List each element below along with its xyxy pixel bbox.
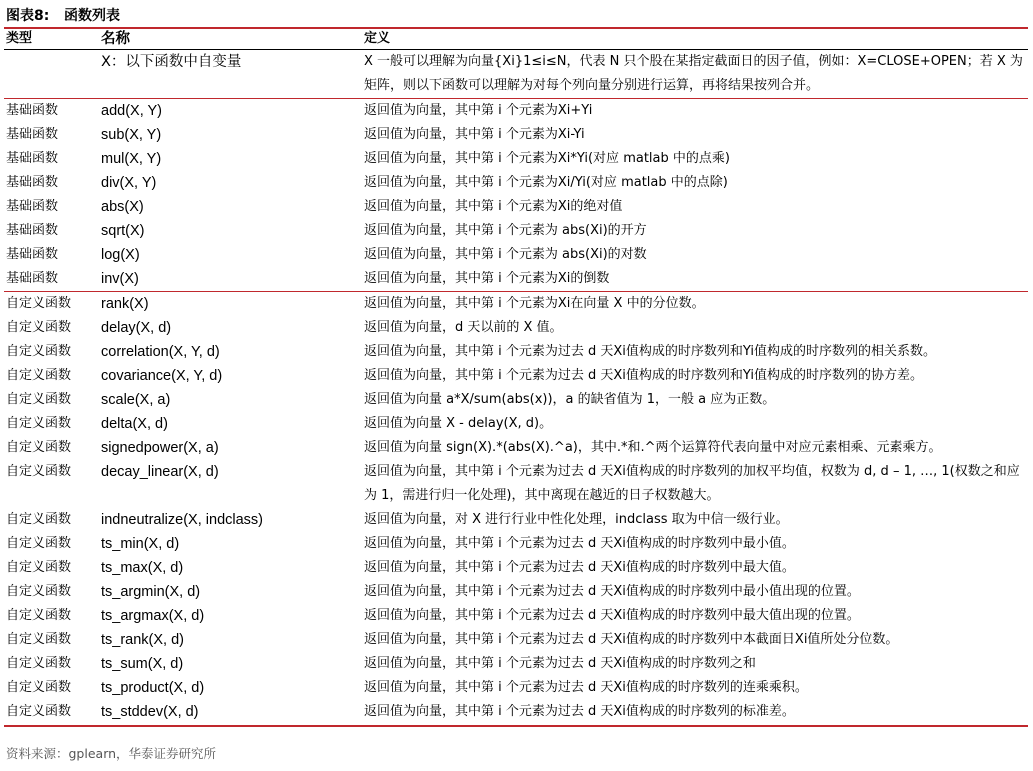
function-type: 基础函数 <box>6 127 59 142</box>
function-definition: 返回值为向量，其中第 i 个元素为过去 d 天Xi值构成的时序数列中本截面日Xi值所处分位数。 <box>364 632 899 647</box>
intro-name: X：以下函数中自变量 <box>101 54 242 70</box>
basic-function-row <box>4 267 1028 292</box>
function-type: 自定义函数 <box>6 680 72 695</box>
custom-function-row <box>4 412 1028 436</box>
table-header-row <box>4 29 1028 50</box>
custom-function-row <box>4 508 1028 532</box>
custom-function-row <box>4 556 1028 580</box>
custom-function-row <box>4 436 1028 460</box>
function-table <box>4 29 1028 724</box>
function-definition: 返回值为向量，其中第 i 个元素为Xi*Yi(对应 matlab 中的点乘) <box>364 151 730 166</box>
function-definition: 返回值为向量，d 天以前的 X 值。 <box>364 320 563 335</box>
function-definition: 返回值为向量，其中第 i 个元素为Xi+Yi <box>362 99 1028 124</box>
function-name: div(X, Y) <box>101 175 157 191</box>
function-definition: 返回值为向量，其中第 i 个元素为过去 d 天Xi值构成的时序数列和Yi值构成的时序数列的相关系数。 <box>364 344 937 359</box>
function-name: sqrt(X) <box>101 223 145 239</box>
basic-function-row <box>4 147 1028 171</box>
function-name: delta(X, d) <box>101 416 168 432</box>
function-type: 自定义函数 <box>6 344 72 359</box>
function-definition: 返回值为向量，对 X 进行行业中性化处理，indclass 取为中信一级行业。 <box>364 512 789 527</box>
function-name: signedpower(X, a) <box>101 440 219 456</box>
function-name: ts_rank(X, d) <box>101 632 184 648</box>
function-definition: 返回值为向量，其中第 i 个元素为 abs(Xi)的开方 <box>364 223 647 238</box>
function-definition: 返回值为向量，其中第 i 个元素为Xi在向量 X 中的分位数。 <box>362 292 1028 317</box>
function-type: 自定义函数 <box>6 392 72 407</box>
header-definition: 定义 <box>364 31 391 46</box>
function-definition: 返回值为向量，其中第 i 个元素为过去 d 天Xi值构成的时序数列中最小值出现的位置。 <box>364 584 860 599</box>
function-type: 自定义函数 <box>6 320 72 335</box>
function-definition: 返回值为向量，其中第 i 个元素为过去 d 天Xi值构成的时序数列中最小值。 <box>364 536 795 551</box>
function-type: 自定义函数 <box>6 512 72 527</box>
custom-function-row <box>4 604 1028 628</box>
header-name: 名称 <box>101 31 130 47</box>
custom-functions-group <box>4 292 1028 725</box>
basic-function-row <box>4 99 1028 124</box>
function-definition: 返回值为向量，其中第 i 个元素为过去 d 天Xi值构成的时序数列之和 <box>364 656 756 671</box>
function-definition: 返回值为向量，其中第 i 个元素为过去 d 天Xi值构成的时序数列的加权平均值，权数为 d, d – 1, …, 1(权数之和应为 1，需进行归一化处理)，其中离现在越近的日子权数越大。 <box>364 464 1020 503</box>
function-name: indneutralize(X, indclass) <box>101 512 263 528</box>
intro-type <box>4 50 99 99</box>
function-name: ts_max(X, d) <box>101 560 184 576</box>
function-type: 基础函数 <box>6 151 59 166</box>
function-type: 自定义函数 <box>6 632 72 647</box>
function-type: 自定义函数 <box>6 416 72 431</box>
function-name: ts_stddev(X, d) <box>101 704 199 720</box>
custom-function-row <box>4 580 1028 604</box>
basic-functions-group <box>4 99 1028 292</box>
function-name: ts_min(X, d) <box>101 536 180 552</box>
custom-function-row <box>4 532 1028 556</box>
bottom-rule <box>4 725 1028 727</box>
function-type: 自定义函数 <box>4 292 99 317</box>
function-name: rank(X) <box>99 292 362 317</box>
function-type: 自定义函数 <box>6 608 72 623</box>
function-definition: 返回值为向量，其中第 i 个元素为Xi/Yi(对应 matlab 中的点除) <box>364 175 728 190</box>
function-definition: 返回值为向量，其中第 i 个元素为Xi-Yi <box>364 127 585 142</box>
function-type: 基础函数 <box>6 247 59 262</box>
function-type: 自定义函数 <box>6 584 72 599</box>
function-definition: 返回值为向量，其中第 i 个元素为过去 d 天Xi值构成的时序数列中最大值出现的位置。 <box>364 608 860 623</box>
intro-row <box>4 50 1028 99</box>
function-name: delay(X, d) <box>101 320 172 336</box>
function-name: sub(X, Y) <box>101 127 162 143</box>
function-name: log(X) <box>101 247 140 263</box>
function-definition: 返回值为向量 a*X/sum(abs(x))，a 的缺省值为 1，一般 a 应为正数。 <box>364 392 776 407</box>
function-definition: 返回值为向量，其中第 i 个元素为Xi的倒数 <box>364 271 610 286</box>
function-type: 自定义函数 <box>6 440 72 455</box>
custom-function-row <box>4 460 1028 508</box>
function-definition: 返回值为向量 sign(X).*(abs(X).^a)，其中.*和.^两个运算符代表向量中对应元素相乘、元素乘方。 <box>364 440 942 455</box>
function-name: abs(X) <box>101 199 144 215</box>
function-type: 自定义函数 <box>6 536 72 551</box>
custom-function-row <box>4 316 1028 340</box>
function-definition: 返回值为向量，其中第 i 个元素为Xi的绝对值 <box>364 199 623 214</box>
intro-definition: X 一般可以理解为向量{Xi}1≤i≤N，代表 N 只个股在某指定截面日的因子值，例如：X=CLOSE+OPEN；若 X 为矩阵，则以下函数可以理解为对每个列向量分别进行运算，再将结果按列合并。 <box>364 54 1023 93</box>
basic-function-row <box>4 219 1028 243</box>
function-name: covariance(X, Y, d) <box>101 368 223 384</box>
function-name: inv(X) <box>101 271 139 287</box>
function-type: 自定义函数 <box>6 464 72 479</box>
function-definition: 返回值为向量，其中第 i 个元素为过去 d 天Xi值构成的时序数列和Yi值构成的时序数列的协方差。 <box>364 368 924 383</box>
custom-function-row <box>4 340 1028 364</box>
function-type: 自定义函数 <box>6 656 72 671</box>
function-type: 基础函数 <box>6 223 59 238</box>
function-name: decay_linear(X, d) <box>101 464 219 480</box>
basic-function-row <box>4 195 1028 219</box>
basic-function-row <box>4 243 1028 267</box>
function-name: ts_product(X, d) <box>101 680 205 696</box>
function-type: 自定义函数 <box>6 704 72 719</box>
header-type: 类型 <box>6 31 33 46</box>
function-name: ts_sum(X, d) <box>101 656 184 672</box>
function-definition: 返回值为向量，其中第 i 个元素为过去 d 天Xi值构成的时序数列中最大值。 <box>364 560 795 575</box>
function-type: 自定义函数 <box>6 368 72 383</box>
figure-caption: 图表8: 函数列表 <box>6 8 120 24</box>
function-type: 基础函数 <box>6 199 59 214</box>
custom-function-row <box>4 652 1028 676</box>
function-name: scale(X, a) <box>101 392 171 408</box>
source-note: 资料来源：gplearn，华泰证券研究所 <box>6 746 217 761</box>
basic-function-row <box>4 123 1028 147</box>
custom-function-row <box>4 292 1028 317</box>
function-definition: 返回值为向量，其中第 i 个元素为过去 d 天Xi值构成的时序数列的标准差。 <box>364 704 795 719</box>
function-name: mul(X, Y) <box>101 151 162 167</box>
function-name: add(X, Y) <box>99 99 362 124</box>
custom-function-row <box>4 700 1028 724</box>
function-type: 基础函数 <box>4 99 99 124</box>
function-name: ts_argmax(X, d) <box>101 608 205 624</box>
function-type: 基础函数 <box>6 175 59 190</box>
function-type: 基础函数 <box>6 271 59 286</box>
function-name: ts_argmin(X, d) <box>101 584 201 600</box>
function-definition: 返回值为向量，其中第 i 个元素为 abs(Xi)的对数 <box>364 247 647 262</box>
function-definition: 返回值为向量，其中第 i 个元素为过去 d 天Xi值构成的时序数列的连乘乘积。 <box>364 680 808 695</box>
function-definition: 返回值为向量 X - delay(X, d)。 <box>364 416 553 431</box>
custom-function-row <box>4 676 1028 700</box>
function-name: correlation(X, Y, d) <box>101 344 220 360</box>
function-type: 自定义函数 <box>6 560 72 575</box>
basic-function-row <box>4 171 1028 195</box>
custom-function-row <box>4 388 1028 412</box>
custom-function-row <box>4 628 1028 652</box>
custom-function-row <box>4 364 1028 388</box>
